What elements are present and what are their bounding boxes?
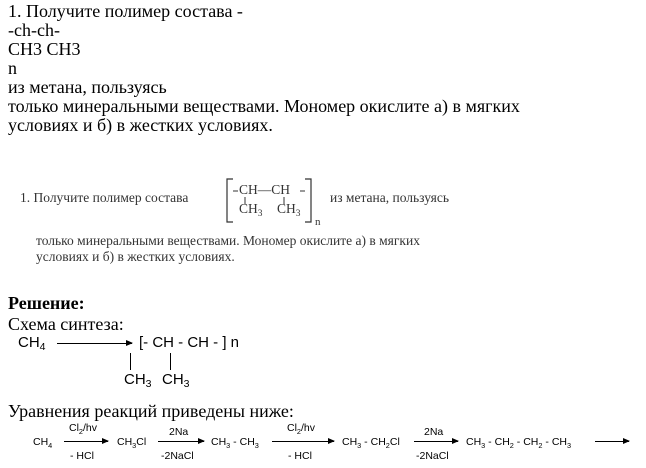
eq-cond-cl2hv-2: $Cl_2/hv$ (287, 422, 316, 436)
solution-heading: Решение: (8, 293, 85, 313)
eq-cond-na-2: 2Na (424, 426, 444, 438)
problem-text-line-6: только минеральными веществами. Мономер окислите а) в мягких (8, 96, 520, 116)
problem-text-line-1: 1. Получите полимер состава - (8, 1, 243, 21)
eq-cond-hcl-2: - HCl (288, 450, 312, 462)
scheme-bond-right (170, 353, 171, 370)
problem-text-line-2: -ch-ch- (8, 20, 60, 40)
problem-text-line-5: из метана, пользуясь (8, 77, 167, 97)
problem-image (0, 168, 646, 274)
eq-arrow-1 (64, 441, 108, 442)
eq-butane: $CH_3 - CH_2 - CH_2 - CH_3$ (466, 436, 572, 450)
eq-arrow-5 (595, 441, 629, 442)
scheme-arrow (57, 343, 132, 344)
image-line-2: только минеральными веществами. Мономер окислите а) в мягких (36, 233, 420, 248)
eq-cond-cl2hv-1: $Cl_2/hv$ (69, 422, 98, 436)
eq-chloromethane: $CH_3Cl$ (117, 436, 147, 450)
scheme-ch3-right: $CH_3$ (162, 371, 190, 390)
image-ch3-left: $CH_3$ (239, 201, 263, 219)
eq-cond-hcl-1: - HCl (70, 450, 94, 462)
eq-arrow-3 (272, 441, 334, 442)
equations-label: Уравнения реакций приведены ниже: (8, 401, 294, 421)
scheme-ch3-left: $CH_3$ (124, 371, 152, 390)
eq-ethane: $CH_3 - CH_3$ (211, 436, 259, 450)
problem-text-line-7: условиях и б) в жестких условиях. (8, 115, 273, 135)
eq-cond-nacl-2: -2NaCl (416, 450, 449, 462)
scheme-label: Схема синтеза: (8, 314, 124, 334)
image-unit-chain: CH—CH (239, 182, 291, 197)
eq-methane: $CH_4$ (33, 436, 53, 450)
image-prefix-text: 1. Получите полимер состава (20, 190, 189, 205)
image-ch3-right: $CH_3$ (277, 201, 301, 219)
scheme-methane: $CH_4$ (18, 334, 46, 353)
eq-arrow-2 (158, 441, 204, 442)
image-line-3: условиях и б) в жестких условиях. (36, 249, 235, 264)
scheme-polymer: [- CH - CH - ] n (139, 334, 239, 351)
eq-chloroethane: $CH_3 - CH_2Cl$ (342, 436, 400, 450)
eq-cond-na-1: 2Na (169, 426, 189, 438)
image-subscript-n: n (315, 216, 321, 228)
problem-text-line-4: n (8, 58, 17, 78)
eq-cond-nacl-1: -2NaCl (161, 450, 194, 462)
problem-text-line-3: CH3 CH3 (8, 39, 81, 59)
image-suffix-text: из метана, пользуясь (330, 190, 450, 205)
eq-arrow-4 (414, 441, 458, 442)
scheme-bond-left (130, 353, 131, 370)
reaction-equation (0, 420, 646, 468)
